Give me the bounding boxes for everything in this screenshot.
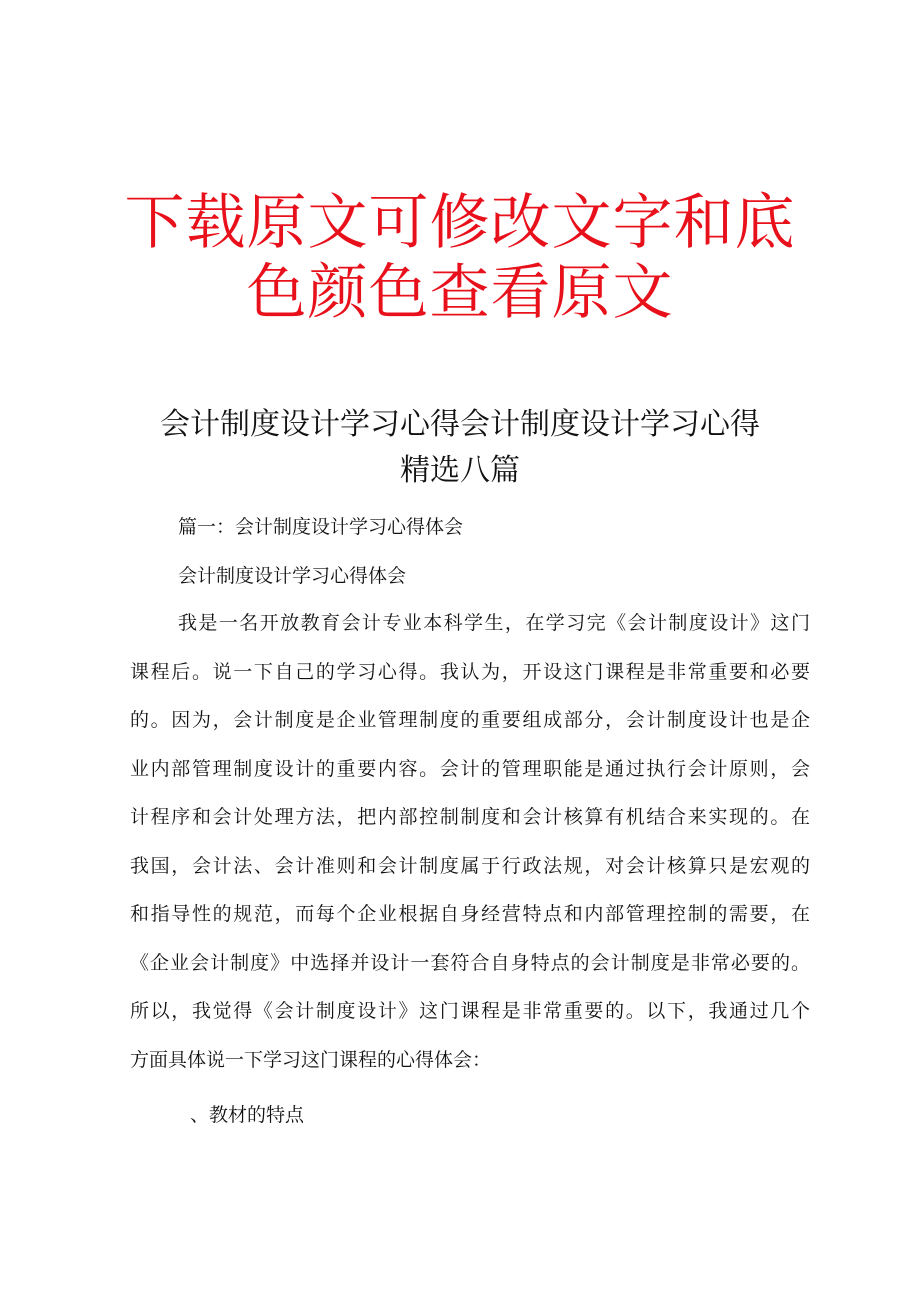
paragraph-line: 我是一名开放教育会计专业本科学生，在学习完《会计制度设计》这门 (178, 612, 810, 634)
paragraph-line: 和指导性的规范，而每个企业根据自身经营特点和内部管理控制的需要，在 (130, 903, 810, 925)
subsection-heading: 、教材的特点 (190, 1104, 305, 1126)
paragraph-line: 所以，我觉得《会计制度设计》这门课程是非常重要的。以下，我通过几个 (130, 1000, 810, 1022)
download-banner (110, 188, 810, 328)
paragraph-line: 《企业会计制度》中选择并设计一套符合自身特点的会计制度是非常必要的。 (130, 951, 810, 974)
article-heading: 会计制度设计学习心得体会 (178, 565, 407, 587)
document-title (100, 402, 820, 494)
paragraph-line: 课程后。说一下自己的学习心得。我认为，开设这门课程是非常重要和必要 (130, 660, 810, 683)
paragraph-line: 方面具体说一下学习这门课程的心得体会： (130, 1048, 492, 1071)
body-paragraph (130, 607, 810, 1092)
paragraph-line: 计程序和会计处理方法，把内部控制制度和会计核算有机结合来实现的。在 (130, 806, 810, 828)
title-line-1: 会计制度设计学习心得会计制度设计学习心得 (160, 407, 760, 442)
banner-line-1: 下载原文可修改文字和底 (124, 188, 796, 258)
title-line-2: 精选八篇 (400, 453, 520, 488)
paragraph-line: 业内部管理制度设计的重要内容。会计的管理职能是通过执行会计原则，会 (130, 757, 810, 780)
banner-line-2: 色颜色查看原文 (246, 258, 674, 328)
section-heading: 篇一：会计制度设计学习心得体会 (178, 516, 464, 538)
paragraph-line: 的。因为，会计制度是企业管理制度的重要组成部分，会计制度设计也是企 (130, 709, 810, 731)
paragraph-line: 我国，会计法、会计准则和会计制度属于行政法规，对会计核算只是宏观的 (130, 854, 810, 877)
